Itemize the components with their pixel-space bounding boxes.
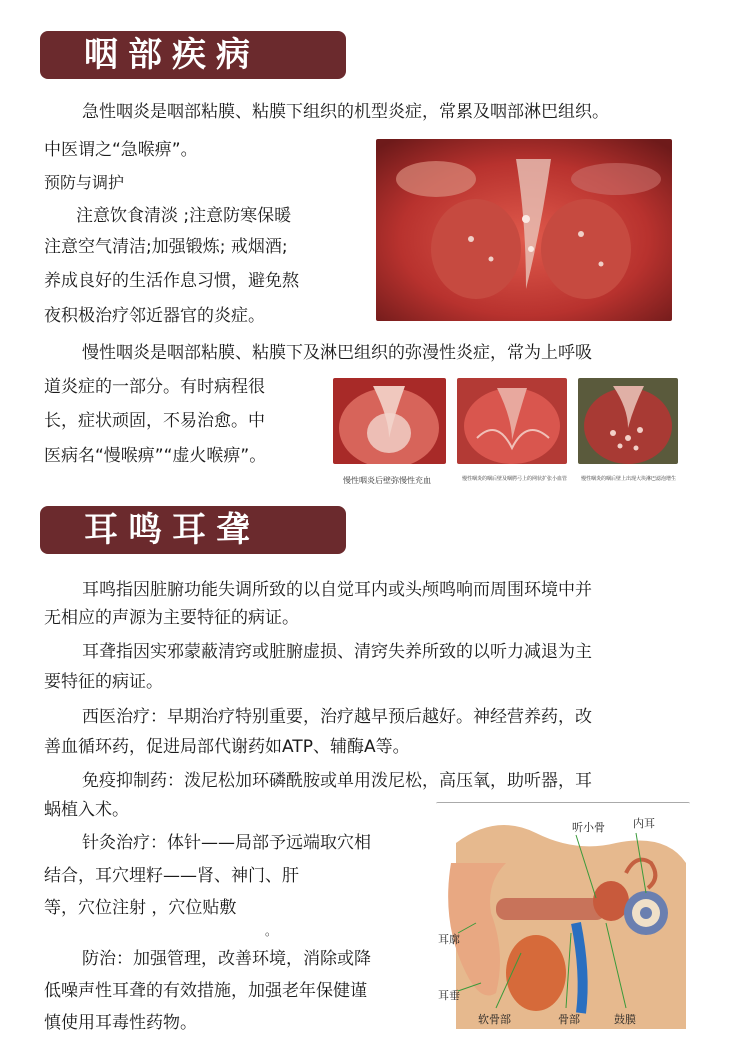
tinnitus-line-1: 耳鸣指因脏腑功能失调所致的以自觉耳内或头颅鸣响而周围环境中并 bbox=[82, 580, 592, 600]
label-cartilage: 软骨部 bbox=[478, 1013, 511, 1026]
chronic-photo-3 bbox=[578, 378, 678, 464]
acupuncture-line-3: 等，穴位注射 ，穴位贴敷 bbox=[44, 898, 237, 918]
chronic-caption-3: 慢性咽炎的咽后壁上出现大块淋巴滤泡增生 bbox=[581, 476, 677, 482]
deafness-line-1: 耳聋指因实邪蒙蔽清窍或脏腑虚损、清窍失养所致的以听力减退为主 bbox=[82, 642, 592, 662]
prevention-line-2: 注意空气清洁;加强锻炼; 戒烟酒; bbox=[44, 237, 288, 257]
label-eardrum: 鼓膜 bbox=[614, 1013, 636, 1026]
stray-period: 。 bbox=[265, 924, 278, 938]
label-inner-ear: 内耳 bbox=[633, 817, 655, 830]
prevention-line-3: 养成良好的生活作息习惯，避免熬 bbox=[44, 271, 299, 291]
acupuncture-line-2: 结合，耳穴埋籽——肾、神门、肝 bbox=[44, 866, 299, 886]
acute-line-2: 中医谓之“急喉痹”。 bbox=[44, 140, 198, 160]
label-lobe: 耳垂 bbox=[438, 989, 460, 1002]
tinnitus-line-2: 无相应的声源为主要特征的病证。 bbox=[44, 608, 299, 628]
chronic-line-2: 道炎症的一部分。有时病程很 bbox=[44, 377, 265, 397]
label-ossicles: 听小骨 bbox=[572, 821, 605, 834]
acute-line-1: 急性咽炎是咽部粘膜、粘膜下组织的机型炎症，常累及咽部淋巴组织。 bbox=[82, 102, 609, 122]
chronic-line-3: 长，症状顽固，不易治愈。中 bbox=[44, 411, 265, 431]
prevention-line-1: 注意饮食清淡 ;注意防寒保暖 bbox=[76, 206, 292, 226]
prevention-line-4: 夜积极治疗邻近器官的炎症。 bbox=[44, 306, 265, 326]
acute-pharyngitis-photo bbox=[376, 139, 672, 321]
chronic-line-1: 慢性咽炎是咽部粘膜、粘膜下及淋巴组织的弥漫性炎症，常为上呼吸 bbox=[82, 343, 592, 363]
chronic-photo-1 bbox=[333, 378, 446, 464]
western-line-2: 善血循环药，促进局部代谢药如ATP、辅酶A等。 bbox=[44, 737, 410, 757]
ear-anatomy-diagram bbox=[436, 802, 690, 1029]
chronic-photo-2 bbox=[457, 378, 567, 464]
prevention2-line-1: 防治：加强管理，改善环境，消除或降 bbox=[82, 949, 371, 969]
prevention2-line-3: 慎使用耳毒性药物。 bbox=[44, 1013, 197, 1033]
label-auricle: 耳廓 bbox=[438, 933, 460, 946]
section-title-pharynx: 咽部疾病 bbox=[40, 31, 346, 79]
prevention2-line-2: 低噪声性耳聋的有效措施，加强老年保健谨 bbox=[44, 981, 367, 1001]
chronic-line-4: 医病名“慢喉痹”“虚火喉痹”。 bbox=[44, 446, 267, 466]
section-title-ear: 耳鸣耳聋 bbox=[40, 506, 346, 554]
immune-line-2: 蜗植入术。 bbox=[44, 800, 129, 820]
western-line-1: 西医治疗：早期治疗特别重要，治疗越早预后越好。神经营养药，改 bbox=[82, 707, 592, 727]
immune-line-1: 免疫抑制药：泼尼松加环磷酰胺或单用泼尼松，高压氧，助听器，耳 bbox=[82, 771, 592, 791]
acupuncture-line-1: 针灸治疗：体针——局部予远端取穴相 bbox=[82, 833, 371, 853]
chronic-caption-1: 慢性咽炎后壁弥慢性充血 bbox=[343, 476, 431, 485]
deafness-line-2: 要特征的病证。 bbox=[44, 672, 163, 692]
prevention-title: 预防与调护 bbox=[44, 173, 125, 192]
label-bone: 骨部 bbox=[558, 1013, 580, 1026]
chronic-caption-2: 慢性咽炎的咽后壁及咽腭弓上的网状扩张小血管 bbox=[462, 476, 568, 482]
